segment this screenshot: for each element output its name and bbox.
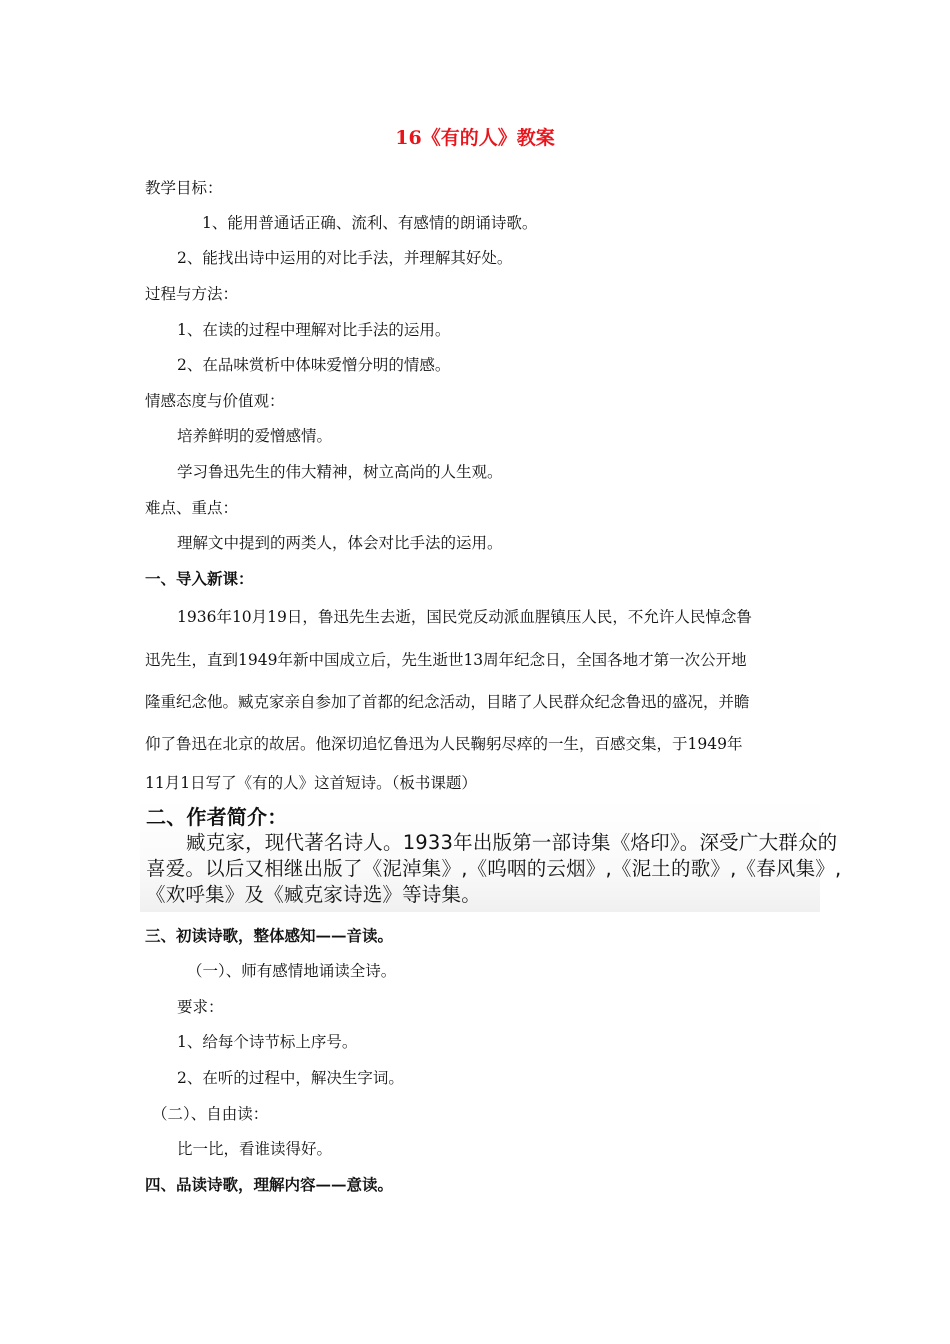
section-label-process: 过程与方法： <box>145 285 239 303</box>
attitude-item: 学习鲁迅先生的伟大精神，树立高尚的人生观。 <box>177 463 503 481</box>
section-label-keypoints: 难点、重点： <box>145 499 239 517</box>
author-intro-line: 喜爱。以后又相继出版了《泥淖集》,《呜咽的云烟》,《泥土的歌》,《春风集》, <box>146 857 842 880</box>
objective-item: 2、能找出诗中运用的对比手法，并理解其好处。 <box>177 249 513 267</box>
reading-step: （二）、自由读： <box>152 1105 269 1123</box>
requirements-label: 要求： <box>177 998 224 1016</box>
reading-step: （一）、师有感情地诵读全诗。 <box>187 962 397 980</box>
author-intro-line: 《欢呼集》及《臧克家诗选》等诗集。 <box>146 883 481 906</box>
author-intro-image <box>140 800 842 912</box>
attitude-item: 培养鲜明的爱憎感情。 <box>177 427 333 445</box>
author-intro-line: 臧克家，现代著名诗人。1933年出版第一部诗集《烙印》。深受广大群众的 <box>186 831 838 854</box>
process-item: 1、在读的过程中理解对比手法的运用。 <box>177 321 451 339</box>
requirement-item: 1、给每个诗节标上序号。 <box>177 1033 358 1051</box>
intro-paragraph-line: 隆重纪念他。臧克家亲自参加了首都的纪念活动，目睹了人民群众纪念鲁迅的盛况，并瞻 <box>145 693 750 711</box>
intro-paragraph-line: 11月1日写了《有的人》这首短诗。（板书课题） <box>145 774 477 792</box>
section-heading-intro: 一、导入新课： <box>145 569 254 588</box>
section-heading-first-reading: 三、初读诗歌，整体感知——音读。 <box>145 926 394 945</box>
reading-step-detail: 比一比，看谁读得好。 <box>177 1140 333 1158</box>
objective-item: 1、能用普通话正确、流利、有感情的朗诵诗歌。 <box>202 214 538 232</box>
section-label-objectives: 教学目标： <box>145 179 223 197</box>
section-heading-close-reading: 四、品读诗歌，理解内容——意读。 <box>145 1175 394 1194</box>
author-intro-heading: 二、作者简介： <box>146 805 288 829</box>
document-title: 16《有的人》教案 <box>395 127 555 149</box>
section-label-attitude: 情感态度与价值观： <box>145 392 285 410</box>
keypoints-item: 理解文中提到的两类人，体会对比手法的运用。 <box>177 534 503 552</box>
process-item: 2、在品味赏析中体味爱憎分明的情感。 <box>177 356 451 374</box>
requirement-item: 2、在听的过程中，解决生字词。 <box>177 1069 404 1087</box>
intro-paragraph-line: 仰了鲁迅在北京的故居。他深切追忆鲁迅为人民鞠躬尽瘁的一生，百感交集，于1949年 <box>145 735 743 753</box>
intro-paragraph-line: 1936年10月19日，鲁迅先生去逝，国民党反动派血腥镇压人民，不允许人民悼念鲁 <box>177 608 752 626</box>
intro-paragraph-line: 迅先生，直到1949年新中国成立后，先生逝世13周年纪念日，全国各地才第一次公开地 <box>145 651 747 669</box>
